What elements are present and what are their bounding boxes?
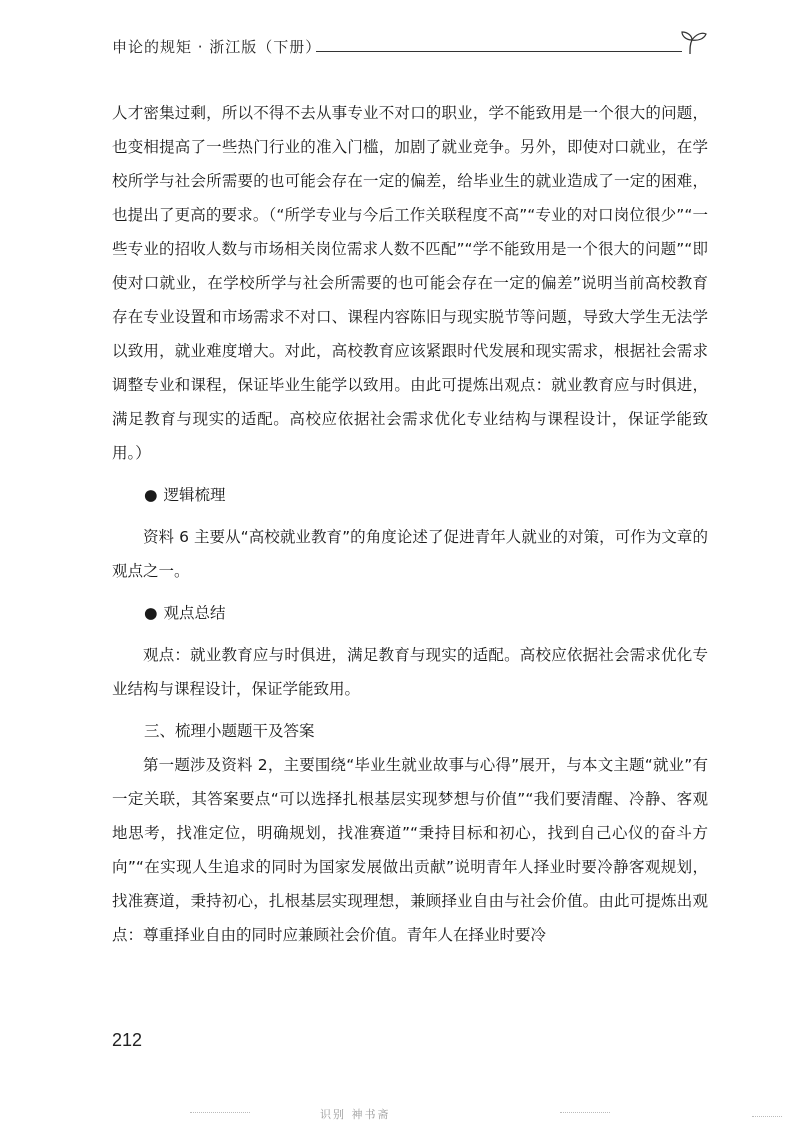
page-body [112, 96, 708, 952]
paragraph: 人才密集过剩，所以不得不去从事专业不对口的职业，学不能致用是一个很大的问题，也变相提高了一些热门行业的准入门槛，加剧了就业竞争。另外，即使对口就业，在学校所学与社会所需要的也可能会存在一定的偏差，给毕业生的就业造成了一定的困难，也提出了更高的要求。（“所学专业与今后工作关联程度不高”“专业的对口岗位很少”“一些专业的招收人数与市场相关岗位需求人数不匹配”“学不能致用是一个很大的问题”“即使对口就业，在学校所学与社会所需要的也可能会存在一定的偏差”说明当前高校教育存在专业设置和市场需求不对口、课程内容陈旧与现实脱节等问题，导致大学生无法学以致用，就业难度增大。对此，高校教育应该紧跟时代发展和现实需求，根据社会需求调整专业和课程，保证毕业生能学以致用。由此可提炼出观点：就业教育应与时俱进，满足教育与现实的适配。高校应依据社会需求优化专业结构与课程设计，保证学能致用。） [112, 104, 708, 462]
scan-artifact [190, 1112, 250, 1116]
paragraph: 资料 6 主要从“高校就业教育”的角度论述了促进青年人就业的对策，可作为文章的观点之一。 [112, 528, 708, 580]
bullet-heading-text: 观点总结 [163, 604, 226, 622]
page-number: 212 [112, 1030, 143, 1050]
bullet-icon: ● [144, 604, 158, 622]
scan-watermark: 识别 神书斋 [320, 1108, 391, 1121]
bullet-icon: ● [144, 486, 158, 504]
bullet-heading-text: 逻辑梳理 [163, 486, 226, 504]
section-heading: 三、梳理小题题干及答案 [144, 722, 315, 740]
bullet-heading [144, 478, 708, 512]
running-title: 申论的规矩 · 浙江版（下册） [112, 38, 322, 56]
scan-artifact [752, 1116, 782, 1120]
paragraph: 第一题涉及资料 2，主要围绕“毕业生就业故事与心得”展开，与本文主题“就业”有一定关联，其答案要点“可以选择扎根基层实现梦想与价值”“我们要清醒、冷静、客观地思考，找准定位，明确规划，找准赛道”“秉持目标和初心，找到自己心仪的奋斗方向”“在实现人生追求的同时为国家发展做出贡献”说明青年人择业时要冷静客观规划，找准赛道，秉持初心，扎根基层实现理想，兼顾择业自由与社会价值。由此可提炼出观点：尊重择业自由的同时应兼顾社会价值。青年人在择业时要冷 [112, 756, 708, 944]
paragraph: 观点：就业教育应与时俱进，满足教育与现实的适配。高校应依据社会需求优化专业结构与课程设计，保证学能致用。 [112, 646, 708, 698]
bullet-heading [144, 596, 708, 630]
scan-artifact [560, 1112, 610, 1116]
header-rule [316, 51, 682, 52]
page-header [112, 34, 702, 62]
sprout-icon [678, 30, 708, 56]
